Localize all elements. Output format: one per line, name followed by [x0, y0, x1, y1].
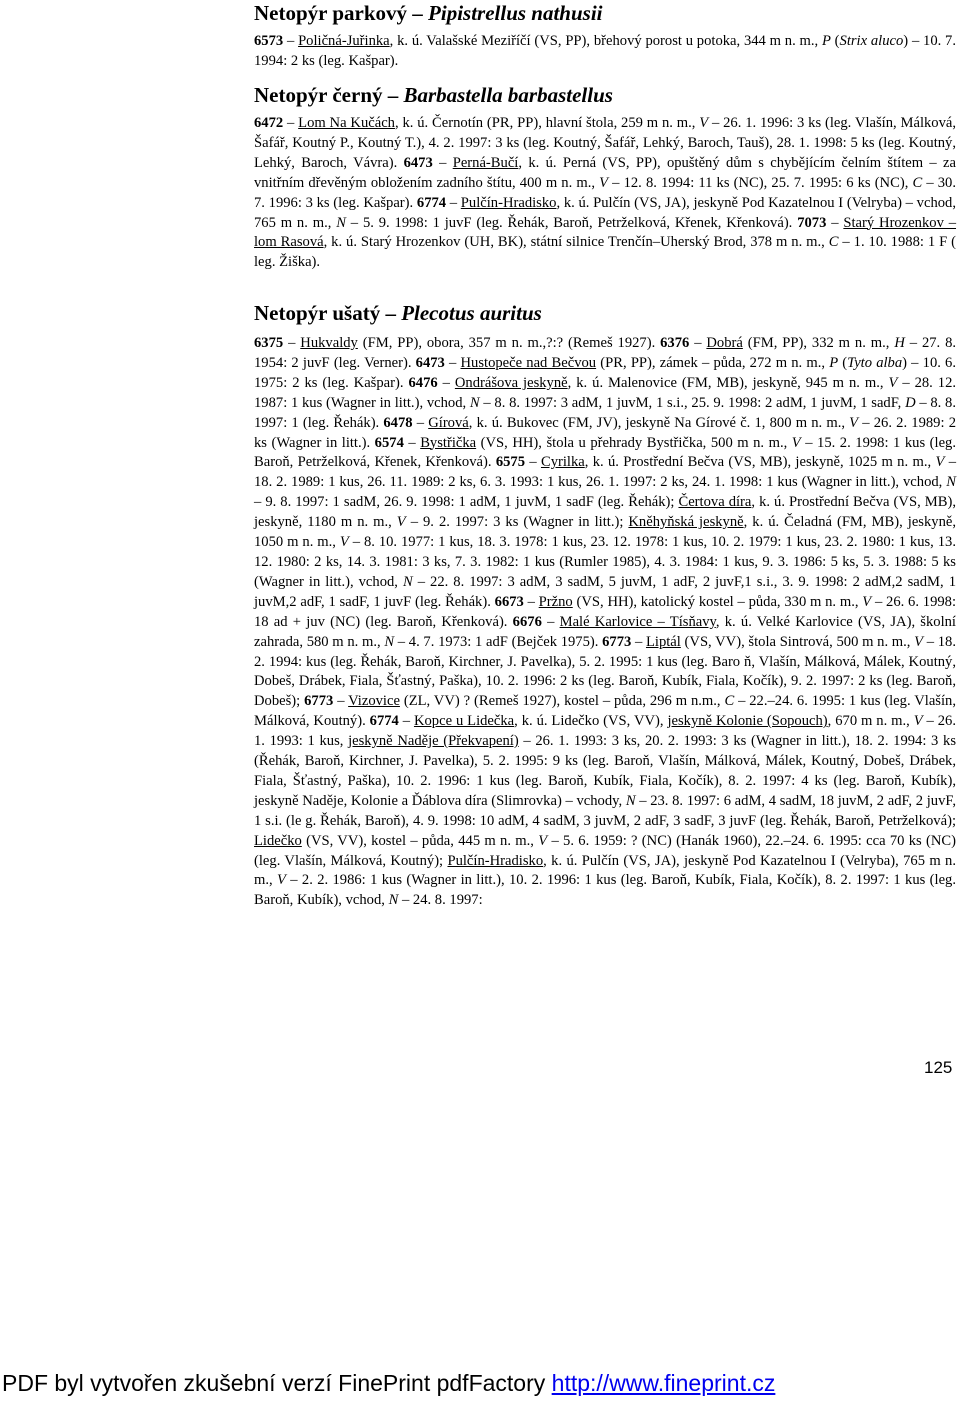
record-abbrev: Tyto alba: [847, 354, 903, 371]
record-text: –: [437, 374, 455, 391]
locality-name: Čertova díra: [678, 494, 752, 511]
record-text: (ZL, VV) ? (Remeš 1927), kostel – půda, 296 m n.m.,: [399, 693, 725, 710]
record-text: , k. ú. Starý Hrozenkov (UH, BK), státní silnice Trenčín–Uherský Brod, 378 m n. m.,: [323, 234, 829, 251]
record-text: – 26. 2. 1989: 2 ks (Wagner in litt.).: [254, 414, 957, 451]
record-text: (FM, PP), obora, 357 m n. m.,?:? (Remeš 1927).: [357, 335, 661, 351]
record-abbrev: V: [849, 414, 859, 431]
locality-name: jeskyně Naděje (Překvapení): [348, 733, 519, 750]
record-text: – 26. 1. 1993: 3 ks, 20. 2. 1993: 3 ks (Wagner in litt.), 18. 2. 1994: 3 ks (Řehák, Baroň, Kirchner, J. Pavelka), 5. 2. 1995: 9 ks (leg. Baroň, Vlašín, Málková, Málek, Koutný, Dobeš, Drábek, Fiala, Šťastný, Paška), 10. 2. 1996: 1 kus (leg. Baroň, Kubík, Fiala, Kočík), 8. 2. 1997: 4 ks (leg. Baroň, Kubík), jeskyně Naděje, Kolonie a Ďáblova díra (Slimrovka) – vchody,: [254, 733, 956, 809]
species-czech-name: Netopýr černý –: [254, 83, 404, 107]
species-czech-name: Netopýr ušatý –: [254, 301, 402, 325]
grid-square-code: 6376: [660, 335, 690, 351]
grid-square-code: 6575: [495, 454, 525, 471]
footer-text: PDF byl vytvořen zkušební verzí FinePrint pdfFactory: [2, 1370, 552, 1396]
record-abbrev: P: [821, 33, 831, 49]
species-records: [254, 32, 956, 72]
record-text: –: [541, 613, 560, 630]
locality-name: Starý Hrozenkov – lom Rasová: [254, 214, 957, 251]
record-text: – 18. 2. 1989: 1 kus, 26. 11. 1989: 2 ks, 6. 3. 1993: 1 kus, 26. 1. 1997: 2 ks, 24. 1. 1998: 1 kus (Wagner in litt.), vchod,: [254, 454, 957, 491]
record-abbrev: N: [946, 474, 956, 491]
record-text: – 18. 2. 1994: kus (leg. Řehák, Baroň, Kirchner, J. Pavelka), 5. 2. 1995: 1 kus (leg. Baro ň, Vlašín, Málková, Málek, Koutný, Dobeš, Drábek, Fiala, Šťastný, Paška), 10. 2. 1996: 2 ks (leg. Baroň, Kubík, Fiala, Kočík), 9. 2. 1997: 2 ks (leg. Baroň, Dobeš);: [254, 633, 957, 710]
record-text: (VS, HH), štola u přehrady Bystřička, 500 m n. m.,: [476, 434, 792, 451]
record-abbrev: C: [724, 693, 735, 710]
record-abbrev: N: [402, 573, 413, 590]
grid-square-code: 6574: [374, 434, 404, 451]
locality-name: Cyrilka: [540, 454, 585, 471]
record-text: –: [523, 593, 539, 610]
pdf-footer: [2, 1370, 775, 1397]
record-text: (FM, PP), 332 m n. m.,: [742, 335, 895, 351]
locality-name: Kopce u Lidečka: [413, 713, 515, 730]
record-text: , k. ú. Lidečko (VS, VV),: [514, 713, 668, 730]
species-section: [254, 0, 956, 72]
record-text: , k. ú. Čeladná (FM, MB), jeskyně, 1050 m n. m.,: [254, 514, 956, 551]
record-text: –: [412, 414, 429, 431]
species-heading: [254, 300, 956, 326]
footer-link[interactable]: http://www.fineprint.cz: [551, 1370, 776, 1396]
record-text: (VS, HH), katolický kostel – půda, 330 m n. m.,: [572, 593, 863, 610]
record-text: – 28. 12. 1987: 1 kus (Wagner in litt.), vchod,: [254, 374, 957, 411]
locality-name: Dobrá: [706, 335, 743, 351]
record-abbrev: V: [339, 534, 349, 551]
record-text: – 26. 6. 1998: 18 ad + juv (NC) (leg. Baroň, Křenková).: [254, 593, 957, 630]
locality-name: Pržno: [538, 593, 573, 610]
record-text: – 26. 1. 1996: 3 ks (leg. Vlašín, Málková, Šafář, Koutný P., Koutný T.), 4. 2. 1997: 3 ks (leg. Koutný, Šafář, Lehký, Baroch, Tauš), 28. 1. 1998: 5 ks (leg. Koutný, Lehký, Baroch, Vávra).: [254, 115, 957, 171]
record-abbrev: C: [912, 174, 923, 191]
grid-square-code: 6774: [416, 194, 447, 211]
grid-square-code: 6773: [602, 633, 632, 650]
record-text: – 5. 9. 1998: 1 juvF (leg. Řehák, Baroň, Petrželková, Křenek, Křenková).: [345, 214, 798, 231]
record-abbrev: V: [538, 832, 548, 849]
record-abbrev: V: [277, 872, 286, 889]
locality-name: Hukvaldy: [300, 335, 358, 351]
record-abbrev: N: [388, 892, 399, 909]
record-text: – 5. 6. 1959: ? (NC) (Hanák 1960), 22.–24. 6. 1995: cca 70 ks (NC) (leg. Vlašín, Málková, Koutný);: [254, 832, 957, 869]
species-czech-name: Netopýr parkový –: [254, 1, 429, 25]
record-abbrev: V: [396, 514, 406, 531]
locality-name: Gírová: [428, 414, 469, 431]
record-text: – 22.–24. 6. 1995: 1 kus (leg. Vlašín, Málková, Koutný).: [254, 693, 956, 730]
record-abbrev: N: [469, 394, 480, 411]
locality-name: Lom Na Kučách: [298, 115, 395, 131]
locality-name: Vizovice: [348, 693, 400, 710]
species-records: [254, 334, 956, 911]
locality-name: Poličná-Juřinka: [298, 33, 390, 49]
record-text: – 27. 8. 1954: 2 juvF (leg. Verner).: [254, 335, 957, 371]
grid-square-code: 6473: [403, 154, 433, 171]
record-text: – 2. 2. 1986: 1 kus (Wagner in litt.), 10. 2. 1996: 1 kus (leg. Baroň, Kubík, Fiala, Kočík), 8. 2. 1997: 1 kus (leg. Baroň, Kubík), vchod,: [254, 872, 956, 909]
record-text: (VS, VV), štola Sintrová, 500 m n. m.,: [680, 633, 915, 650]
record-text: , k. ú. Malenovice (FM, MB), jeskyně, 945 m n. m.,: [567, 374, 889, 391]
record-text: – 9. 8. 1997: 1 sadM, 26. 9. 1998: 1 adM, 1 juvM, 1 sadF (leg. Řehák);: [254, 494, 679, 511]
species-heading: [254, 82, 956, 108]
record-abbrev: V: [914, 633, 924, 650]
record-text: –: [283, 33, 299, 49]
locality-name: Pulčín-Hradisko: [460, 194, 557, 211]
record-abbrev: N: [625, 792, 636, 809]
record-abbrev: H: [894, 335, 905, 351]
locality-name: Malé Karlovice – Tísňavy: [559, 613, 716, 630]
record-text: ) – 10. 6. 1975: 2 ks (leg. Kašpar).: [254, 354, 957, 391]
record-text: –: [283, 335, 301, 351]
locality-name: Bystřička: [420, 434, 477, 451]
record-text: , k. ú. Prostřední Bečva (VS, MB), jeskyně, 1180 m n. m.,: [254, 494, 956, 531]
species-section: [254, 82, 956, 273]
locality-name: Kněhyňská jeskyně: [628, 514, 744, 531]
locality-name: Pulčín-Hradisko: [447, 852, 544, 869]
record-abbrev: V: [913, 713, 923, 730]
record-abbrev: P: [829, 354, 839, 371]
locality-name: Perná-Bučí: [452, 154, 519, 171]
species-latin-name: Plecotus auritus: [401, 301, 542, 325]
species-records: [254, 114, 956, 273]
grid-square-code: 6673: [494, 593, 524, 610]
species-section: [254, 300, 956, 911]
record-text: –: [283, 115, 299, 131]
record-text: –: [826, 214, 844, 231]
record-text: (: [830, 33, 840, 49]
record-text: (VS, VV), kostel – půda, 445 m n. m.,: [301, 832, 539, 849]
record-text: – 22. 8. 1997: 3 adM, 3 sadM, 5 juvM, 1 adF, 2 juvF,1 s.i., 3. 9. 1998: 2 adM,2 sadM, 1 juvM,2 adF, 1 sadF, 1 juvF (leg. Řehák).: [254, 573, 956, 610]
record-text: , k. ú. Prostřední Bečva (VS, MB), jeskyně, 1025 m n. m.,: [584, 454, 936, 471]
record-text: –: [446, 194, 461, 211]
record-text: –: [398, 713, 414, 730]
record-text: – 8. 10. 1977: 1 kus, 18. 3. 1978: 1 kus, 23. 12. 1978: 1 kus, 10. 2. 1979: 1 kus, 23. 2. 1980: 1 kus, 13. 12. 1980: 2 ks, 14. 3. 1981: 3 ks, 7. 3. 1982: 1 kus (Rumler 1985), 4. 3. 1984: 1 kus, 9. 3. 1986: 5 ks, 5. 3. 1988: 5 ks (Wagner in litt.), vchod,: [254, 534, 956, 590]
page-number: 125: [924, 1058, 953, 1077]
record-text: –: [432, 154, 453, 171]
record-abbrev: N: [336, 214, 346, 231]
record-text: ) – 10. 7. 1994: 2 ks (leg. Kašpar).: [254, 33, 956, 69]
record-text: – 8. 8. 1997: 3 adM, 1 juvM, 1 s.i., 25. 9. 1998: 2 adM, 1 juvM, 1 sadF,: [479, 394, 906, 411]
locality-name: Lidečko: [254, 832, 302, 849]
record-text: – 1. 10. 1988: 1 F ( leg. Žiška).: [254, 234, 956, 271]
record-text: , k. ú. Pulčín (VS, JA), jeskyně Pod Kazatelnou I (Velryba), 765 m n. m.,: [254, 852, 956, 889]
record-text: , k. ú. Valašské Meziříčí (VS, PP), břehový porost u potoka, 344 m n. m.,: [389, 33, 822, 49]
record-text: –: [333, 693, 349, 710]
record-text: – 26. 1. 1993: 1 kus,: [254, 713, 956, 750]
species-heading: [254, 0, 956, 26]
record-text: –: [689, 335, 707, 351]
record-text: , k. ú. Perná (VS, PP), opuštěný dům s chybějícím čelním štítem – za vnitřním dřevěným obložením zadního štítu, 400 m n. m.,: [254, 154, 956, 191]
grid-square-code: 6476: [408, 374, 438, 391]
record-text: –: [525, 454, 541, 471]
grid-square-code: 6478: [383, 414, 413, 431]
record-text: – 4. 7. 1973: 1 adF (Bejček 1975).: [394, 633, 603, 650]
record-text: (: [838, 354, 848, 371]
record-abbrev: V: [862, 593, 872, 610]
record-text: – 9. 2. 1997: 3 ks (Wagner in litt.);: [405, 514, 629, 531]
record-text: (PR, PP), zámek – půda, 272 m n. m.,: [596, 354, 830, 371]
record-abbrev: V: [935, 454, 945, 471]
record-text: – 23. 8. 1997: 6 adM, 4 sadM, 18 juvM, 2 adF, 2 juvF, 1 s.i. (le g. Řehák, Baroň), 4. 9. 1998: 10 adM, 4 sadM, 3 juvM, 2 adF, 3 sadF, 3 juvF (leg. Řehák, Baroň, Petrželková);: [254, 792, 956, 829]
grid-square-code: 6473: [415, 354, 445, 371]
locality-name: Hustopeče nad Bečvou: [460, 354, 597, 371]
record-abbrev: V: [888, 374, 898, 391]
record-text: –: [444, 354, 461, 371]
record-abbrev: C: [828, 234, 839, 251]
record-text: – 24. 8. 1997:: [398, 892, 483, 909]
grid-square-code: 6773: [304, 693, 334, 710]
locality-name: Liptál: [645, 633, 681, 650]
record-abbrev: D: [905, 394, 916, 411]
grid-square-code: 6375: [254, 335, 284, 351]
record-abbrev: V: [599, 174, 609, 191]
grid-square-code: 6676: [512, 613, 542, 630]
record-text: – 12. 8. 1994: 11 ks (NC), 25. 7. 1995: 6 ks (NC),: [608, 174, 913, 191]
grid-square-code: 6774: [369, 713, 399, 730]
record-text: –: [403, 434, 421, 451]
grid-square-code: 6472: [254, 115, 284, 131]
record-text: – 8. 8. 1997: 1 (leg. Řehák).: [254, 394, 957, 431]
record-text: , k. ú. Pulčín (VS, JA), jeskyně Pod Kazatelnou I (Velryba) – vchod, 765 m n. m.,: [254, 194, 957, 231]
record-text: , k. ú. Černotín (PR, PP), hlavní štola, 259 m n. m.,: [394, 115, 700, 131]
species-latin-name: Pipistrellus nathusii: [428, 1, 603, 25]
record-text: –: [631, 633, 646, 650]
record-abbrev: V: [699, 115, 709, 131]
locality-name: Ondrášova jeskyně: [454, 374, 568, 391]
record-text: – 30. 7. 1996: 3 ks (leg. Kašpar).: [254, 174, 956, 211]
record-abbrev: V: [791, 434, 801, 451]
species-latin-name: Barbastella barbastellus: [403, 83, 613, 107]
locality-name: jeskyně Kolonie (Sopouch): [667, 713, 828, 730]
record-abbrev: Strix aluco: [839, 33, 904, 49]
record-text: , k. ú. Bukovec (FM, JV), jeskyně Na Gírové č. 1, 800 m n. m.,: [468, 414, 850, 431]
record-text: , k. ú. Velké Karlovice (VS, JA), školní zahrada, 580 m n. m.,: [254, 613, 956, 650]
record-abbrev: N: [384, 633, 395, 650]
grid-square-code: 7073: [797, 214, 827, 231]
grid-square-code: 6573: [254, 33, 284, 49]
record-text: , 670 m n. m.,: [827, 713, 914, 730]
record-text: – 15. 2. 1998: 1 kus (leg. Baroň, Petrželková, Křenek, Křenková).: [254, 434, 956, 471]
